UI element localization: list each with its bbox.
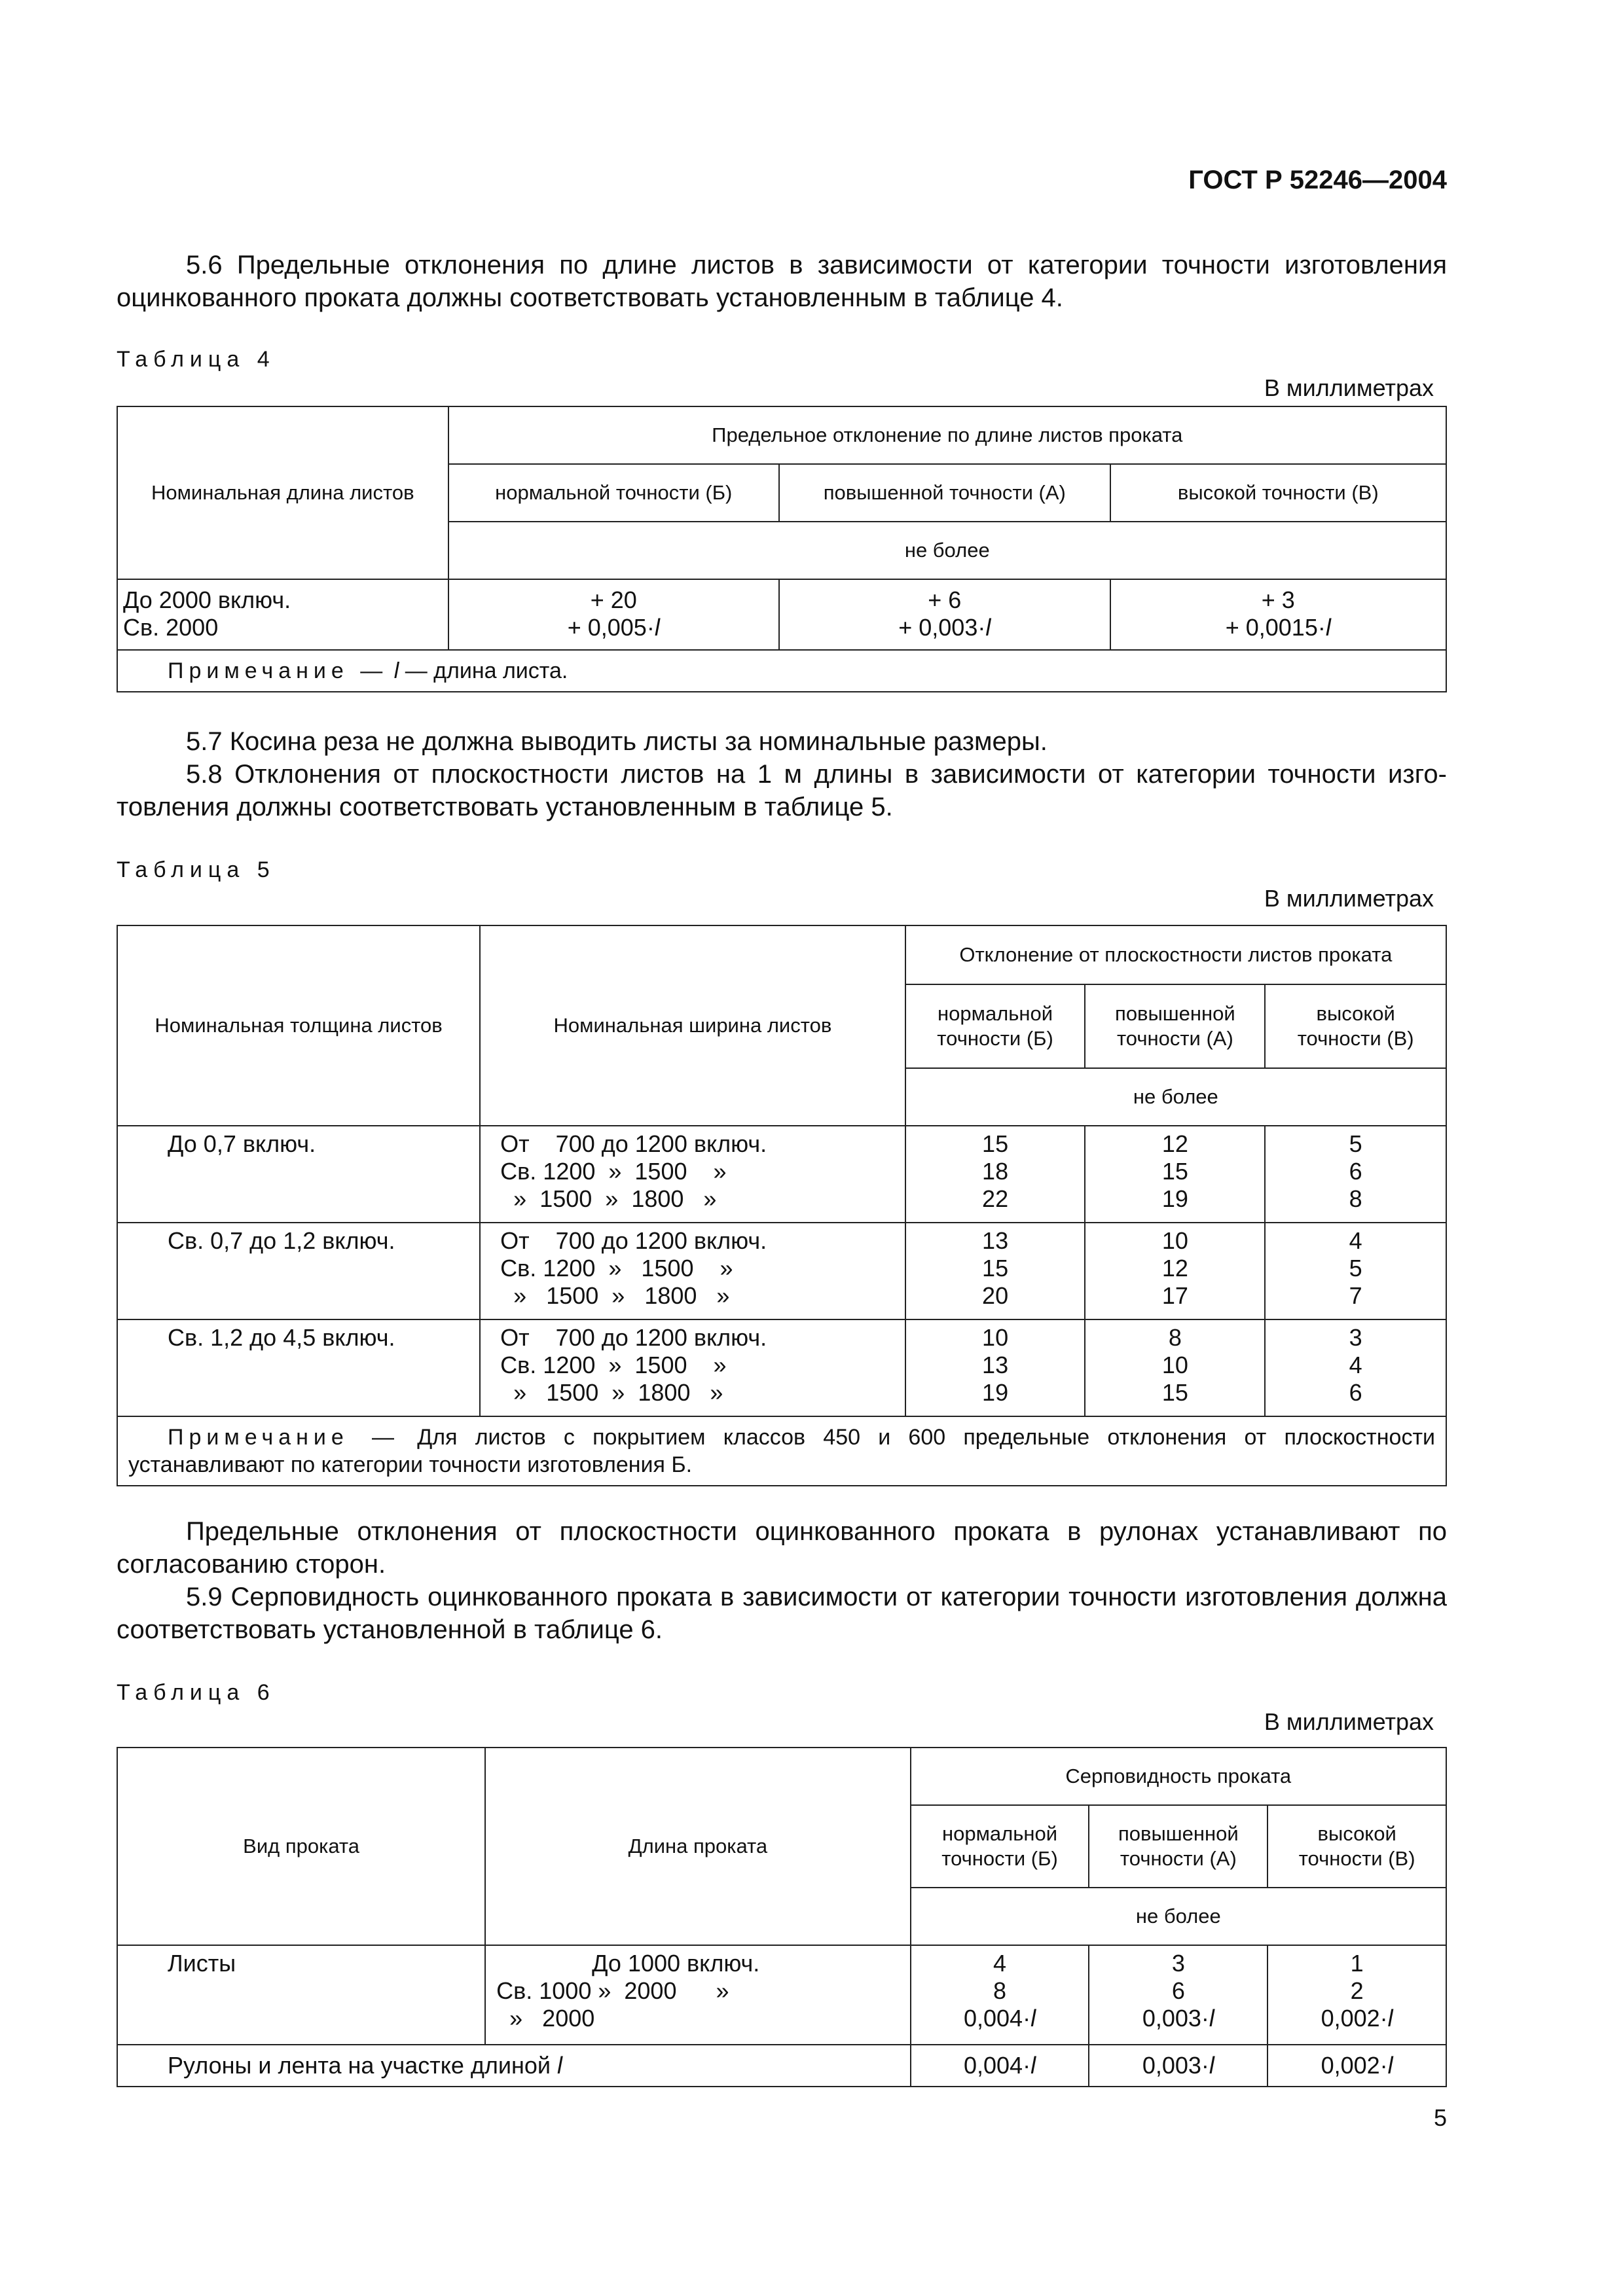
document-id: ГОСТ Р 52246—2004 bbox=[1188, 166, 1447, 194]
t6-kind-sheets: Листы bbox=[117, 1945, 485, 2045]
t6-col-b: нормальной точности (Б) bbox=[911, 1805, 1089, 1888]
t5-col-a: повышенной точности (А) bbox=[1085, 984, 1265, 1068]
table-row: Св. 0,7 до 1,2 включ. От 700 до 1200 включ. Св. 1200 » 1500 » » 1500 » 1800 » 13 15 20 10 12 17 4 5 7 bbox=[117, 1223, 1446, 1319]
t4-var-l: l bbox=[654, 614, 660, 641]
table-4-unit: В миллиметрах bbox=[1264, 374, 1434, 401]
t5-thickness-2: Св. 0,7 до 1,2 включ. bbox=[117, 1223, 480, 1319]
t6-col-kind: Вид проката bbox=[117, 1748, 485, 1945]
t4-var-l: l bbox=[985, 614, 991, 641]
t5-col-v: высокой точности (В) bbox=[1265, 984, 1446, 1068]
table-6-caption: Таблица 6 bbox=[117, 1680, 276, 1705]
t4-label-2: Св. 2000 bbox=[123, 614, 219, 641]
t4-b-1: + 20 bbox=[590, 586, 637, 613]
t4-note: Примечание — l — длина листа. bbox=[117, 650, 1446, 692]
t4-col-v: высокой точности (В) bbox=[1110, 464, 1446, 522]
paragraph-5-9: 5.9 Серповидность оцинкованного проката в зависимости от категории точности изготовления должна соответствовать установленной в таблице 6. bbox=[117, 1583, 1447, 1644]
t4-col-a: повышенной точности (А) bbox=[779, 464, 1110, 522]
t5-not-more: не более bbox=[905, 1068, 1446, 1126]
t6-col-v: высокой точности (В) bbox=[1267, 1805, 1446, 1888]
t5-col-b: нормальной точности (Б) bbox=[905, 984, 1085, 1068]
t4-a-2: + 0,003· bbox=[898, 614, 986, 641]
table-row: Листы До 1000 включ. Св. 1000 » 2000 » » 2000 4 8 0,004·l 3 6 0,003·l 1 2 0,002·l bbox=[117, 1945, 1446, 2045]
t6-col-a: повышенной точности (А) bbox=[1089, 1805, 1267, 1888]
table-4-caption: Таблица 4 bbox=[117, 347, 276, 372]
table-row: Рулоны и лента на участке длиной l 0,004·l 0,003·l 0,002·l bbox=[117, 2045, 1446, 2087]
paragraph-5-7: 5.7 Косина реза не должна выводить листы за номинальные размеры. bbox=[186, 727, 1048, 756]
t4-col-nominal: Номинальная длина листов bbox=[117, 406, 448, 579]
page-number: 5 bbox=[1433, 2104, 1447, 2131]
t4-group-header: Предельное отклонение по длине листов проката bbox=[448, 406, 1446, 464]
t5-thickness-1: До 0,7 включ. bbox=[117, 1126, 480, 1223]
t4-v-1: + 3 bbox=[1261, 586, 1295, 613]
t5-thickness-3: Св. 1,2 до 4,5 включ. bbox=[117, 1319, 480, 1416]
t4-var-l: l bbox=[1325, 614, 1331, 641]
t6-col-length: Длина проката bbox=[485, 1748, 910, 1945]
table-row bbox=[117, 579, 1446, 650]
t5-col-thickness: Номинальная толщина листов bbox=[117, 925, 480, 1126]
paragraph-coils: Предельные отклонения от плоскостности оцинкованного проката в рулонах устанавливают по согласованию сторон. bbox=[117, 1517, 1447, 1579]
table-5-caption: Таблица 5 bbox=[117, 857, 276, 882]
t4-not-more: не более bbox=[448, 522, 1446, 579]
table-4 bbox=[117, 406, 1447, 692]
t5-group-header: Отклонение от плоскостности листов проката bbox=[905, 925, 1446, 984]
t6-kind-coils: Рулоны и лента на участке длиной l bbox=[117, 2045, 911, 2087]
t4-a-1: + 6 bbox=[928, 586, 962, 613]
table-6 bbox=[117, 1747, 1447, 2087]
table-row: Св. 1,2 до 4,5 включ. От 700 до 1200 включ. Св. 1200 » 1500 » » 1500 » 1800 » 10 13 19 8 10 15 3 4 6 bbox=[117, 1319, 1446, 1416]
paragraph-5-8: 5.8 Отклонения от плоскостности листов на 1 м длины в зависимости от категории точности изго-товления должны соответствовать установленным в таблице 5. bbox=[117, 760, 1447, 821]
table-row: До 0,7 включ. От 700 до 1200 включ. Св. 1200 » 1500 » » 1500 » 1800 » 15 18 22 12 15 19 5 6 8 bbox=[117, 1126, 1446, 1223]
t5-col-width: Номинальная ширина листов bbox=[480, 925, 905, 1126]
t6-not-more: не более bbox=[911, 1888, 1446, 1945]
paragraph-5-6: 5.6 Предельные отклонения по длине листов в зависимости от категории точности изготовления оцинкованного проката должны соответствовать установленным в таблице 4. bbox=[117, 251, 1447, 312]
table-5 bbox=[117, 925, 1447, 1486]
t6-group-header: Серповидность проката bbox=[911, 1748, 1446, 1805]
t4-v-2: + 0,0015· bbox=[1225, 614, 1326, 641]
t4-b-2: + 0,005· bbox=[567, 614, 655, 641]
t4-col-b: нормальной точности (Б) bbox=[448, 464, 780, 522]
t5-note: Примечание — Для листов с покрытием классов 450 и 600 предельные отклонения от плоскостности устанавливают по категории точности изготовления Б. bbox=[117, 1416, 1446, 1486]
table-5-unit: В миллиметрах bbox=[1264, 885, 1434, 912]
t4-label-1: До 2000 включ. bbox=[123, 586, 291, 613]
table-6-unit: В миллиметрах bbox=[1264, 1708, 1434, 1735]
